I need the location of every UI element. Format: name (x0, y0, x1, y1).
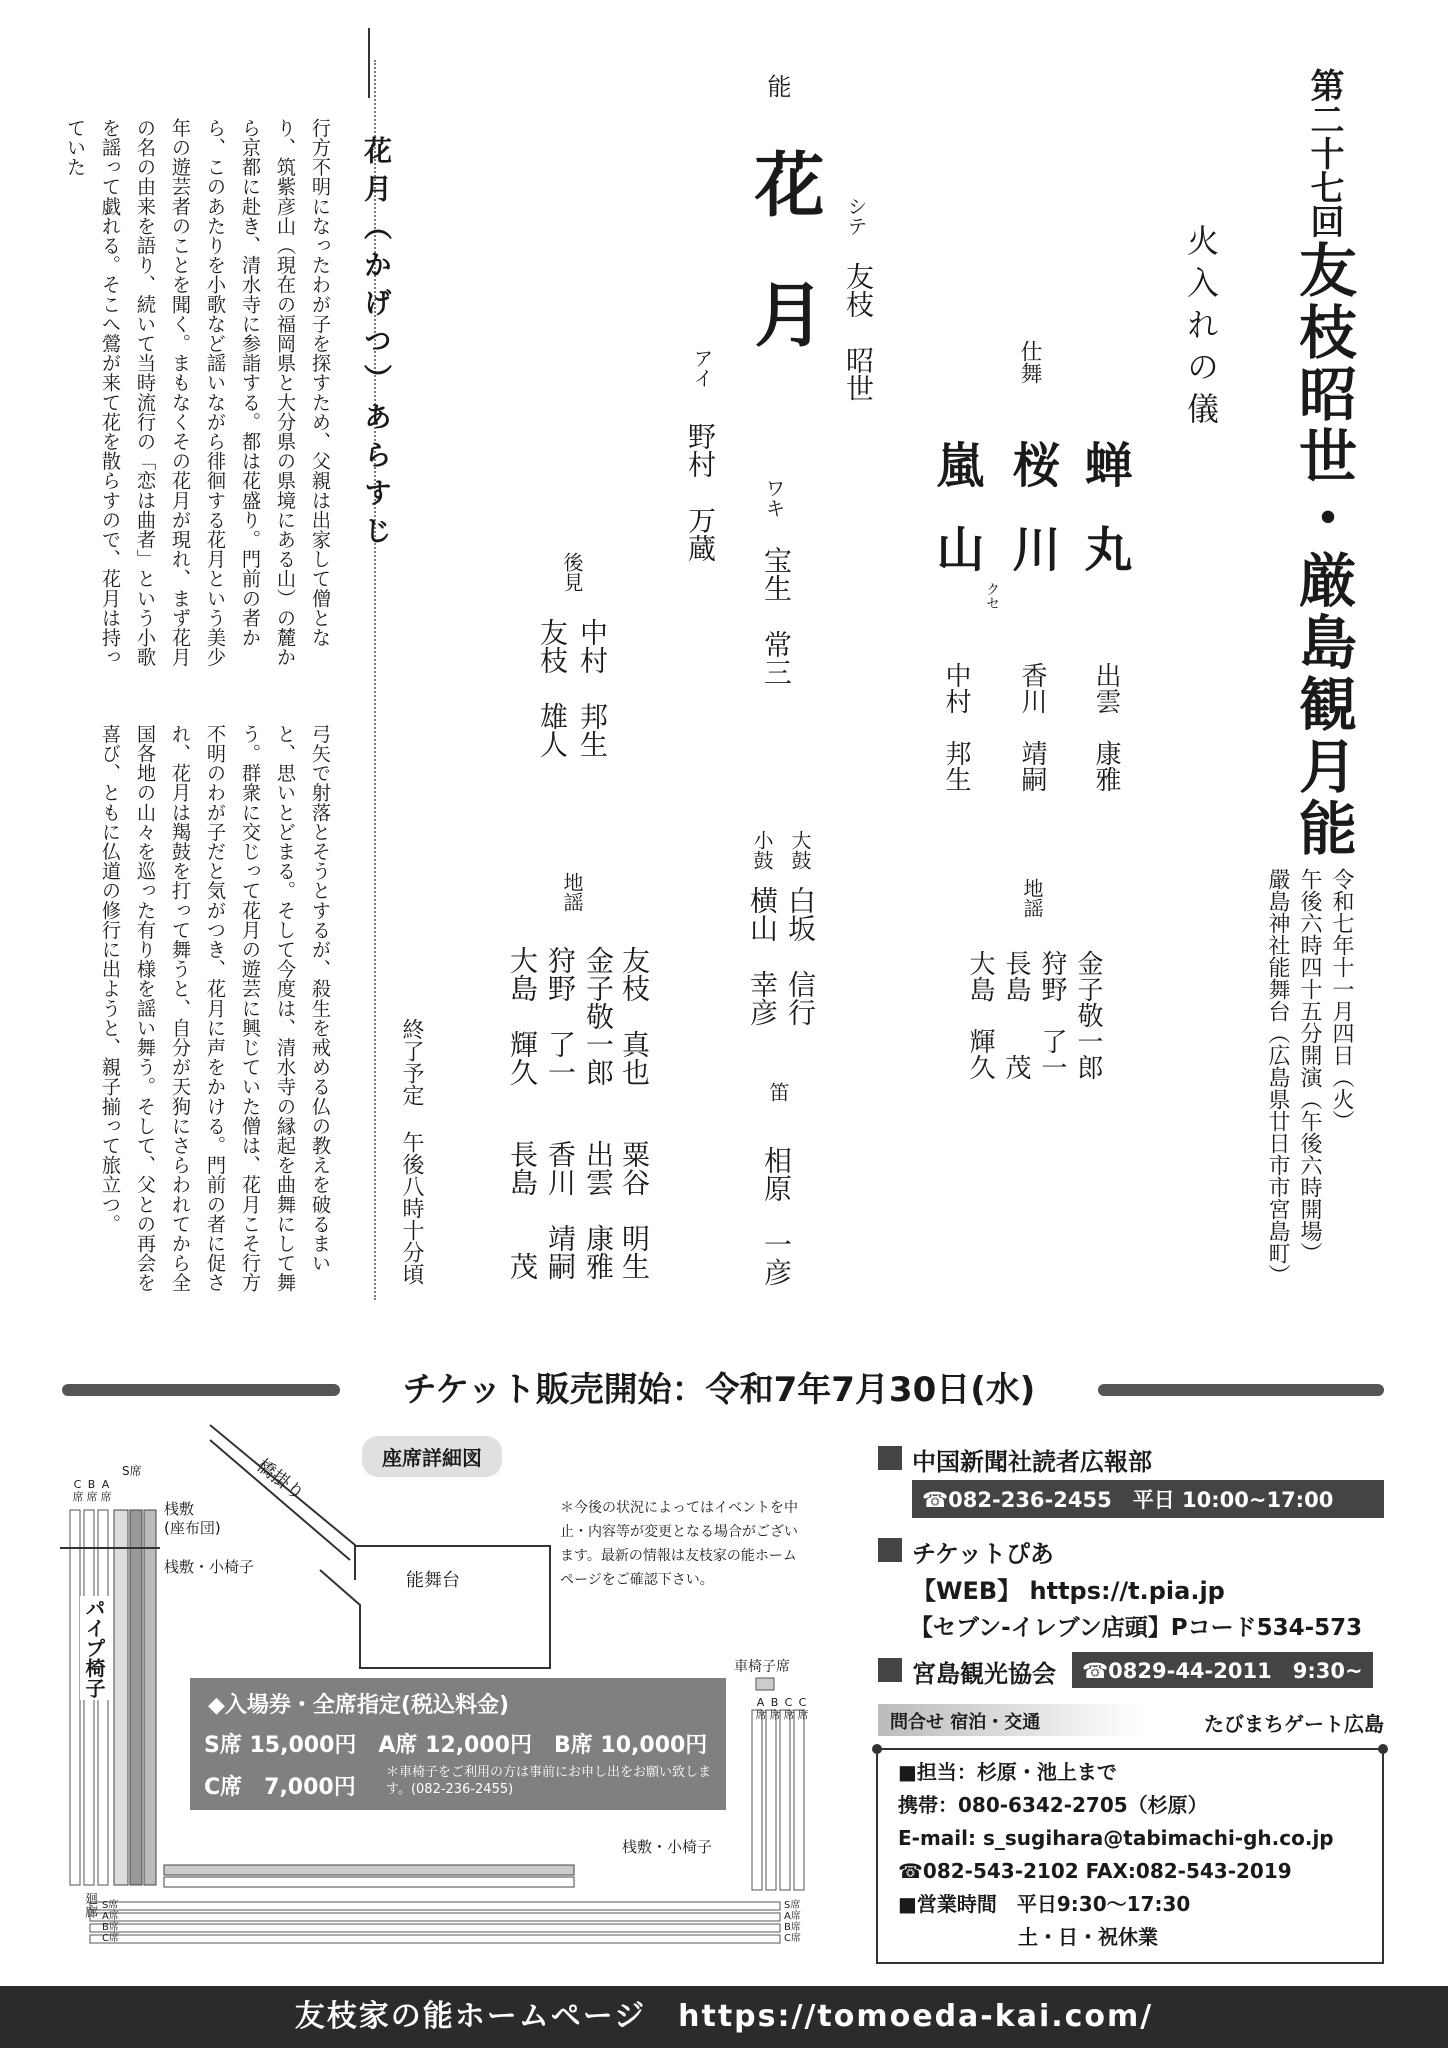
contacts (876, 1440, 1384, 1964)
square-bullet-1 (878, 1446, 902, 1470)
contact-2-seven: 【セブン-イレブン店頭】Pコード534-573 (910, 1615, 1363, 1641)
price-header: ◆入場券・全席指定(税込料金) (208, 1693, 510, 1718)
seating-note: ＊今後の状況によってはイベントを中止・内容等が変更となる場合がございます。最新の情報は友枝家の能ホームページをご確認下さい。 (560, 1500, 798, 1588)
inquiry-line-1: ■担当：杉原・池上まで (898, 1760, 1117, 1784)
kotsuzumi-role: 小鼓 (750, 830, 774, 870)
kotsuzumi-name: 横山 幸彦 (746, 886, 779, 1026)
seat-col-b-right (766, 1710, 776, 1890)
kairo-label: 廻廊 (82, 1892, 97, 1918)
price-note: ＊車椅子をご利用の方は事前にお申し出をお願い致します。(082-236-2455) (386, 1765, 712, 1797)
price-row-1: S席 15,000円 A席 12,000円 B席 10,000円 (204, 1733, 708, 1758)
inquiry-line-4: ☎082-543-2102 FAX:082-543-2019 (898, 1859, 1292, 1883)
fue-name: 相原 一彦 (760, 1146, 793, 1286)
footer-bar: 友枝家の能ホームページ https://tomoeda-kai.com/ (0, 1986, 1448, 2048)
bottom-right-labels (784, 1900, 801, 1944)
inquiry-dot-right (1378, 1744, 1388, 1754)
br-c: C席 (784, 1933, 801, 1944)
pipe-chair-label: パイプ椅子 (80, 1596, 109, 1700)
shite-role: シテ (844, 196, 868, 236)
shimai-jiutai-2: 狩野 了一 (1037, 950, 1067, 1080)
shite-name: 友枝 昭世 (842, 262, 875, 402)
sajiki-col-2 (144, 1510, 156, 1885)
pipe-chair-col (114, 1510, 128, 1885)
seat-col-c-left (70, 1510, 80, 1885)
noh-jiutai-b1: 粟谷 明生 (618, 1140, 651, 1280)
noh-jiutai-b3: 香川 靖嗣 (544, 1140, 577, 1280)
hashigakari-line-2 (210, 1440, 350, 1560)
shimai-jiutai-3: 長島 茂 (1001, 950, 1031, 1080)
noh-title-a: 花 (743, 148, 826, 278)
price-box (190, 1678, 726, 1810)
shimai-title-3: 嵐山 (928, 440, 984, 608)
koken-label: 後見 (560, 552, 584, 592)
row-b (90, 1924, 780, 1932)
bl-b: B席 (102, 1922, 119, 1933)
contact-1-title: 中国新聞社読者広報部 (912, 1448, 1152, 1476)
shimai-jiutai-1: 金子敬一郎 (1073, 950, 1103, 1080)
noh-title-b: 月 (743, 278, 826, 408)
price-c: C席 7,000円 (204, 1775, 356, 1800)
shimai-jiutai-4: 大島 輝久 (965, 950, 995, 1080)
ticket-banner: チケット販売開始：令和7年7月30日(水) (402, 1370, 1036, 1410)
inquiry-org: たびまちゲート広島 (1204, 1712, 1384, 1736)
inquiry-box (876, 1748, 1384, 1964)
bl-s: S席 (102, 1900, 119, 1911)
contact-3-phone: ☎0829-44-2011 9:30~ (1072, 1652, 1373, 1688)
stage-label: 能舞台 (406, 1570, 460, 1591)
wheelchair-label: 車椅子席 (734, 1659, 790, 1675)
shimai-title-2: 桜川 (1004, 440, 1060, 608)
bl-c: C席 (102, 1933, 119, 1944)
bl-a: A席 (102, 1911, 119, 1922)
synopsis-rule (368, 28, 370, 98)
inquiry-line-2: 携帯：080-6342-2705（杉原） (898, 1793, 1208, 1817)
inquiry-header (876, 1704, 1384, 1744)
inquiry-line-3: E-mail: s_sugihara@tabimachi-gh.co.jp (898, 1826, 1334, 1850)
row-c (90, 1935, 780, 1943)
event-venue: 嚴島神社能舞台（広島県廿日市市宮島町） (1265, 868, 1290, 1286)
synopsis-title: 花月（かげつ）あらすじ (360, 136, 393, 554)
title-dot: ・ (1289, 488, 1357, 550)
waki-name: 宝生 常三 (760, 546, 793, 686)
seating-title: 座席詳細図 (362, 1436, 502, 1477)
sajiki-chair-bottom-label: 桟敷・小椅子 (622, 1838, 713, 1856)
contact-1-title-row (876, 1440, 1384, 1480)
sajiki-chair-bar-2 (164, 1877, 574, 1887)
left-label-b: B席 (85, 1478, 98, 1502)
event-time: 午後六時四十五分開演（午後六時開場） (1297, 868, 1322, 1264)
shimai-label: 仕舞 (1017, 340, 1042, 384)
contact-3-title: 宮島観光協会 (912, 1660, 1056, 1688)
noh-jiutai-t3: 狩野 了一 (544, 946, 577, 1086)
inquiry-label: 問合せ 宿泊・交通 (890, 1712, 1041, 1733)
shimai-jiutai-label: 地謡 (1020, 878, 1044, 918)
ceremony-label: 火入れの儀 (1182, 224, 1220, 434)
ai-role: アイ (690, 348, 714, 388)
synopsis-p1: 行方不明になったわが子を探すため、父親は出家して僧となり、筑紫彦山（現在の福岡県と大分県の県境にある山）の麓から京都に赴き、清水寺に参詣する。都は花盛り。門前の者から、このあたりを小歌など謡いながら徘徊する花月という美少年の遊芸者のことを聞く。まもなくその花月が現れ、まず花月の名の由来を語り、続いて当時流行の「恋は曲者」という小歌を謡って戯れる。そこへ鶯が来て花を散らすので、花月は持っていた (64, 118, 332, 667)
banner-line-right (1098, 1384, 1384, 1396)
left-label-a: A席 (99, 1478, 112, 1502)
noh-jiutai-t2: 金子敬一郎 (582, 946, 615, 1086)
main-title-1 (1289, 240, 1357, 860)
koken-1: 中村 邦生 (576, 618, 609, 758)
shimai-title-1: 蝉丸 (1076, 440, 1132, 608)
inquiry-line-6: 土・日・祝休業 (898, 1925, 1158, 1949)
banner-line-left (62, 1384, 340, 1396)
event-date: 令和七年十一月四日（火） (1329, 868, 1354, 1132)
sajiki-zabuton-label: 桟敷 (座布団) (164, 1500, 221, 1537)
kuse-label: クセ (984, 582, 1000, 610)
shimai-performer-3: 中村 邦生 (941, 662, 971, 792)
seat-col-c2-right (794, 1710, 804, 1890)
right-label-b: B席 (768, 1696, 781, 1720)
noh-title (734, 148, 835, 408)
left-label-c: C席 (71, 1478, 84, 1502)
noh-jiutai-t4: 大島 輝久 (506, 946, 539, 1086)
ai-name: 野村 万蔵 (684, 422, 717, 562)
title-part-1: 友枝昭世 (1289, 240, 1357, 488)
s-seat-label: S席 (122, 1464, 142, 1478)
kai-label: 第二十七回 (1304, 68, 1344, 238)
contact-2-title-row (876, 1532, 1384, 1572)
end-time: 終了予定 午後八時十分頃 (399, 1018, 424, 1285)
hashigakari-label: 橋掛り (252, 1455, 309, 1505)
waki-role: ワキ (762, 478, 786, 518)
sajiki-chair-label: 桟敷・小椅子 (164, 1558, 255, 1576)
br-a: A席 (784, 1911, 801, 1922)
shimai-performer-2: 香川 靖嗣 (1017, 662, 1047, 792)
sajiki-chair-bar-1 (164, 1865, 574, 1875)
title-part-2: 厳島観月能 (1289, 550, 1357, 860)
noh-jiutai-b4: 長島 茂 (506, 1140, 539, 1280)
inquiry-dot-left (872, 1744, 882, 1754)
noh-label: 能 (763, 74, 791, 98)
inquiry-line-5: ■営業時間 平日9:30〜17:30 (898, 1892, 1191, 1916)
otsuzumi-name: 白坂 信行 (784, 886, 817, 1026)
noh-jiutai-t1: 友枝 真也 (618, 946, 651, 1086)
synopsis-p2: 弓矢で射落とそうとするが、殺生を戒める仏の教えを破るまいと、思いとどまる。そして今度は、清水寺の縁起を曲舞にして舞う。群衆に交じって花月の遊芸に興じていた僧は、花月こそ行方不明のわが子だと気がつき、花月に声をかける。門前の者に促され、花月は羯鼓を打って舞うと、自分が天狗にさらわれてから全国各地の山々を巡った有り様を謡い舞う。そして、父との再会を喜び、ともに仏道の修行に出ようと、親子揃って旅立つ。 (99, 724, 332, 1293)
seat-col-c1-right (780, 1710, 790, 1890)
right-label-a: A席 (754, 1696, 767, 1720)
square-bullet-3 (878, 1658, 902, 1682)
contact-3-row (876, 1652, 1384, 1692)
right-label-c2: C席 (796, 1696, 809, 1720)
contact-2-title: チケットぴあ (912, 1540, 1054, 1568)
otsuzumi-role: 大鼓 (788, 830, 812, 870)
row-s (90, 1902, 780, 1910)
br-b: B席 (784, 1922, 801, 1933)
shimai-performer-1: 出雲 康雅 (1091, 662, 1121, 792)
noh-jiutai-b2: 出雲 康雅 (582, 1140, 615, 1280)
koken-2: 友枝 雄人 (536, 618, 569, 758)
br-s: S席 (784, 1900, 801, 1911)
fue-role: 笛 (766, 1082, 790, 1102)
contact-1-phone: ☎082-236-2455 平日 10:00~17:00 (912, 1480, 1384, 1518)
contact-2-web: 【WEB】 https://t.pia.jp (912, 1577, 1225, 1605)
sajiki-col-1 (130, 1510, 142, 1885)
wheelchair-seat-box (756, 1678, 774, 1690)
right-label-c1: C席 (782, 1696, 795, 1720)
noh-jiutai-label: 地謡 (560, 872, 584, 912)
bottom-left-labels (102, 1900, 119, 1944)
square-bullet-2 (878, 1538, 902, 1562)
row-a (90, 1913, 780, 1921)
seat-col-a-right (752, 1710, 762, 1890)
